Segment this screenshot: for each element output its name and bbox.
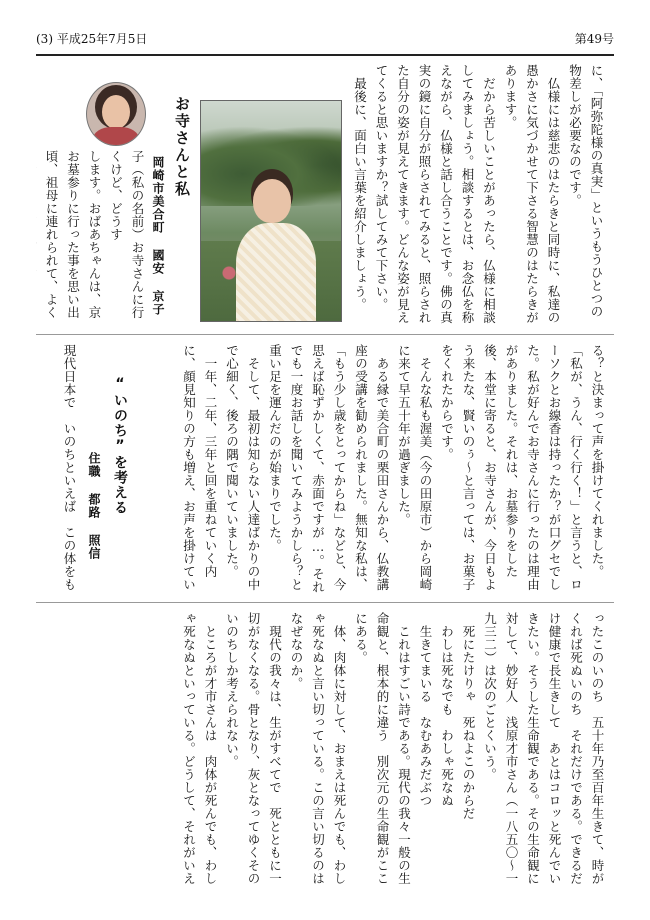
sec3-poem-1: 死にたけりゃ 死ねよこのからだ [461,624,476,820]
sec3-poem-2: わしは死なでも わしゃ死なぬ [439,624,455,807]
sec1-b-p5 [345,64,349,324]
sec2-title: “いのち”を考える [112,376,128,515]
divider-1 [36,334,614,335]
sec2-byline: 住職 都路 照信 [87,452,101,560]
sec1-b-p3: だから苦しいことがあったら、仏様に相談してみましょう。相談するとは、お念仏を称えながら、仏様と話し合うことです。佛の真実の鏡に自分が照らされてみると、照らされた自分の姿が見えてきます。どんな姿が見えてくると思いますか？試してみて下さい。 [374,64,497,324]
sec1-a-l5 [36,150,41,330]
sec3-p4: 現代の我々は、生がすべてで 死とともに一切がなくなる。骨となり、灰となってゆくそのいのちしか考えられない。 [224,612,283,885]
sec1-column-a [36,150,148,330]
sec1-title: お寺さんと私 [173,96,191,198]
sec2-a-l1: 現代日本で いのちといえば この体をも [62,344,77,591]
page-header [36,30,614,50]
sec3-poem-3: 生きてまいる なむあみだぶつ [418,624,433,807]
sec2-b-p1: る？と決まって声を掛けてくれました。「私が、うん、行く行く！」と言うと、ローソクとお線香は持ったか？が口グセでした。私が好んでお寺さんに行ったのは理由がありました。それは、お墓参りをした後、本堂に寄ると、お寺さんが、今日もよう来たな、賢いのぅ～と言っては、お菓子をくれたからです。 [439,344,605,591]
sec3-p2: これはすごい詩である。現代の我々一般の生命観と、根本的に違う 別次元の生命観がここにある。 [353,612,412,885]
sec1-b-p2: 仏様には慈悲のはたらきと同時に、私達の愚かさに気づかせて下さる智慧のはたらきがあります。 [503,64,561,324]
header-date: (3) 平成25年7月5日 [36,32,148,46]
divider-2 [36,602,614,603]
portrait-photo-garden [200,100,342,322]
sec1-column-b [345,64,607,324]
sec2-b-p5: 一年、二年、三年と回を重ねていく内に、顔見知りの方も増え、お声を掛けてい [181,344,218,591]
sec2-column-a [52,344,80,594]
sec3-p5: ところが才市さんは 肉体が死んでも、わしゃ死なぬといっている。どうして、それがいえ [181,612,218,885]
sec2-b-p2: そんな私も渥美（今の田原市）から岡崎に来て早五十年が過ぎました。 [396,344,433,591]
sec1-a-l3: お墓参りに行った事を思い出 [65,150,81,319]
sec3-p1: ったこのいのち 五十年乃至百年生きて、時がくれば死ぬいのち それだけである。できるだけ健康で長生きして あとはコロッと死んでいきたい。そうした生命観である。その生命観に対して、妙好人 浅原才市さん（一八五〇～一九三二）は次のごとくいう。 [482,612,605,885]
sec1-a-l4: 頃、祖母に連れられて、よく [44,150,59,319]
sec2-column-b [180,344,608,594]
sec3-p3: 体、肉体に対して、おまえは死んでも、わしゃ死なぬと言い切っている。この言い切るのはなぜなのか。 [289,612,347,885]
sec1-byline: 岡崎市美合町 國安 京子 [151,156,165,316]
header-issue: 第49号 [574,32,614,46]
sec1-a-l1: 子（私の名前）お寺さんに行くけど、どうす [108,150,145,319]
sec2-b-p3: ある縁で美合町の栗田さんから、仏教講座の受講を勧められました。無知な私は、「もう少し歳をとってからね」などと、今思えば恥ずかしくて、赤面ですが…。それでも一度お話しを聞いてみようかしら？と重い足を運んだのが始まりでした。 [267,344,390,594]
sec3-column [178,612,608,887]
author-photo [86,82,146,146]
sec2-b-p4: そして、最初は知らない人達ばかりの中で心細く、後ろの隅で聞いていました。 [224,344,261,591]
sec1-a-l2: します。おばあちゃんは、京 [87,150,102,319]
header-rule [36,54,614,56]
sec1-b-p4: 最後に、面白い言葉を紹介しましょう。 [352,76,368,311]
sec1-b-p1: に、「阿弥陀様の真実」というもうひとつの物差しが必要なのです。 [567,64,604,318]
